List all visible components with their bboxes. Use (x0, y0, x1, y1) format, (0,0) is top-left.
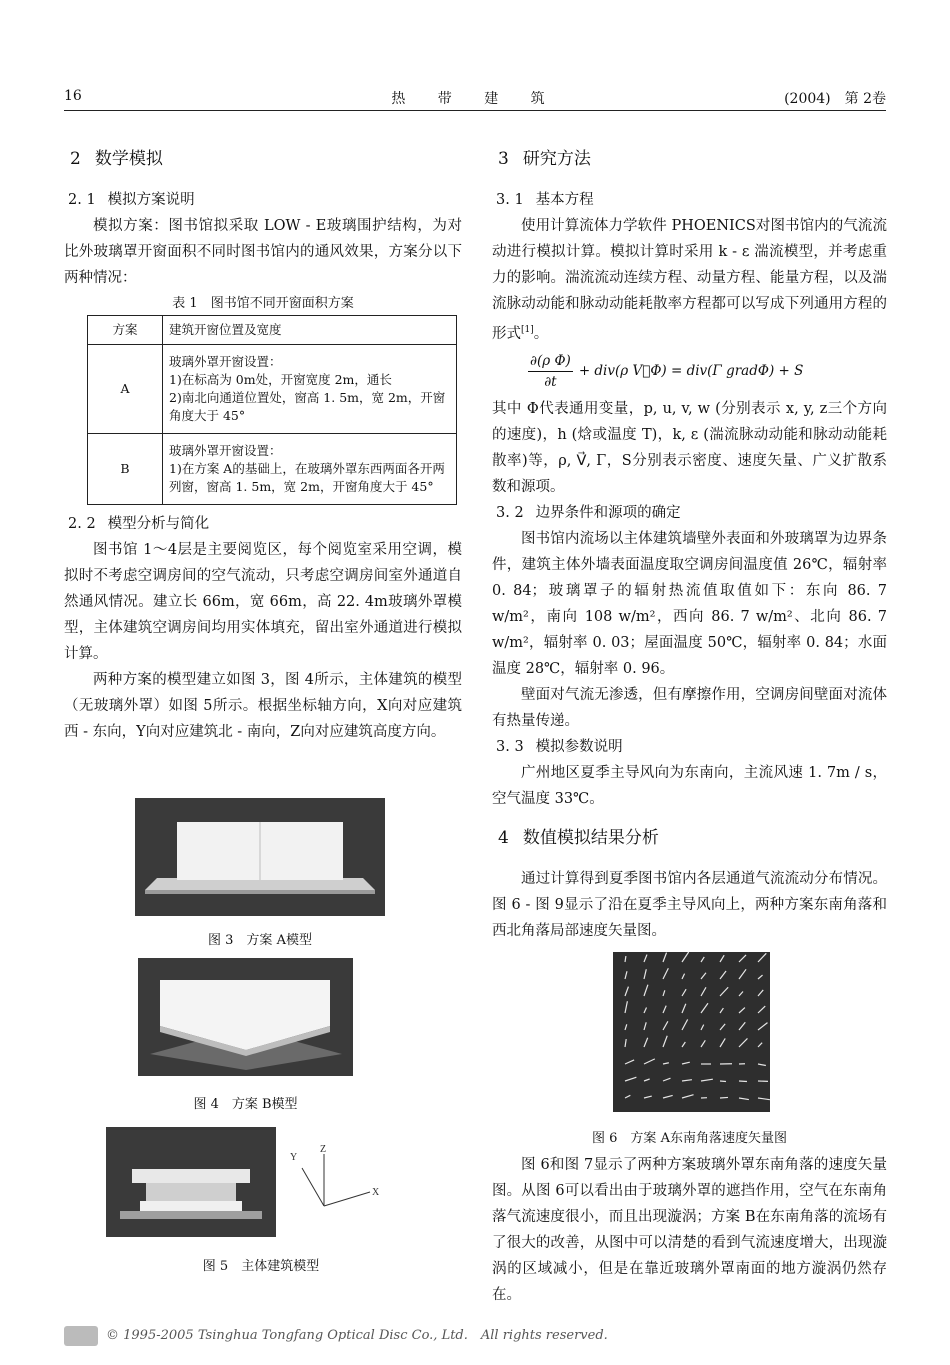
paragraph: 通过计算得到夏季图书馆内各层通道气流流动分布情况。图 6 - 图 9显示了沿在夏季主导风向上，两种方案东南角落和西北角落局部速度矢量图。 (492, 870, 887, 939)
velocity-arrow (663, 1063, 669, 1064)
paragraph: 两种方案的模型建立如图 3，图 4所示，主体建筑的模型（无玻璃外罩）如图 5所示。根据坐标轴方向，X向对应建筑西 - 东向，Y向对应建筑北 - 南向，Z向对应建筑高度方向。 (64, 672, 462, 740)
velocity-arrow (758, 1023, 767, 1030)
paragraph: 图书馆 1～4层是主要阅览区，每个阅览室采用空调，模拟时不考虑空调房间的空气流动，只考虑空调房间室外通道自然通风情况。建立长 66m，宽 66m，高 22. 4m玻璃外罩模型，主体建筑空调房间均用实体填充，留出室外通道进行模拟计算。 (64, 542, 462, 662)
volume-info: (2004) 第 2卷 (784, 91, 886, 107)
velocity-arrow (663, 990, 665, 996)
section-3-2-heading: 3. 2 边界条件和源项的确定 (496, 504, 681, 521)
velocity-arrow (644, 1022, 646, 1030)
velocity-arrow (739, 969, 746, 979)
paragraph: 壁面对气流无渗透，但有摩擦作用，空调房间壁面对流体有热量传递。 (492, 686, 887, 729)
velocity-arrow (644, 969, 646, 979)
velocity-arrow (682, 1019, 688, 1030)
velocity-arrow (758, 990, 763, 996)
section-2-heading: 2 数学模拟 (70, 149, 163, 169)
citation: [1] (521, 325, 534, 335)
velocity-arrow (720, 1008, 723, 1013)
velocity-arrow (644, 1008, 647, 1013)
page-number: 16 (64, 88, 82, 104)
velocity-vector-plot (613, 952, 770, 1112)
velocity-arrow (720, 987, 728, 996)
velocity-arrow (625, 1077, 636, 1081)
velocity-arrow (682, 1004, 686, 1013)
velocity-arrow (663, 968, 668, 979)
velocity-arrow (644, 1038, 648, 1047)
general-equation: $\frac{\text{∂(ρ Φ)}}{\partial t}$ + div(ρ V⃗Φ) = div(Γ gradΦ) + S (530, 352, 804, 390)
table-cell: B (88, 434, 163, 505)
section-2-2-heading: 2. 2 模型分析与简化 (68, 516, 210, 532)
velocity-arrow (644, 1079, 650, 1081)
velocity-arrow (625, 987, 628, 996)
main-building-rendering (106, 1127, 276, 1237)
table-header-row (88, 316, 457, 345)
figure-6-caption: 图 6 方案 A东南角落速度矢量图 (592, 1131, 787, 1146)
velocity-arrow (701, 987, 706, 996)
axis-x-label: X (372, 1187, 380, 1198)
section-2-1-heading: 2. 1 模拟方案说明 (68, 192, 195, 208)
velocity-arrow (625, 971, 627, 979)
section-4-heading: 4 数值模拟结果分析 (498, 827, 659, 848)
figure-5-caption: 图 5 主体建筑模型 (202, 1259, 320, 1274)
velocity-arrow (625, 1095, 630, 1098)
velocity-arrow (682, 1095, 694, 1098)
table-cell: A (88, 345, 163, 434)
paragraph: 使用计算流体力学软件 PHOENICS对图书馆内的气流流动进行模拟计算。模拟计算时采用 k - ε 湍流模型，并考虑重力的影响。湍流流动连续方程、动量方程、能量方程，以及湍流脉动动能和脉动动能耗散率方程都可以写成下列通用方程的形式[1]。 (492, 218, 887, 342)
velocity-arrow (644, 985, 648, 996)
velocity-arrow (758, 975, 763, 979)
velocity-arrow (720, 971, 726, 979)
velocity-arrow (663, 1036, 667, 1047)
figure-4-caption: 图 4 方案 B模型 (193, 1097, 298, 1112)
axis-z-label: Z (320, 1144, 327, 1155)
velocity-arrow (701, 957, 704, 962)
velocity-arrow (720, 955, 724, 962)
table-header-cell: 建筑开窗位置及宽度 (163, 316, 457, 345)
velocity-arrow (682, 989, 686, 996)
velocity-arrow (682, 952, 689, 962)
velocity-arrow (682, 974, 685, 979)
velocity-arrow (739, 1022, 745, 1030)
velocity-arrow (644, 1059, 655, 1064)
velocity-arrow (644, 955, 647, 962)
table-row (88, 434, 457, 505)
right-column-bottom (492, 1152, 887, 1308)
velocity-arrow (663, 1006, 666, 1013)
velocity-arrow (720, 1038, 725, 1047)
axis-y-label: Y (290, 1152, 298, 1163)
velocity-arrow (625, 1001, 627, 1013)
paragraph: 图 6和图 7显示了两种方案玻璃外罩东南角落的速度矢量图。从图 6可以看出由于玻璃外罩的遮挡作用，空气在东南角落气流速度很小，而且出现漩涡；方案 B在东南角落的流场有了很大的改善，从图中可以清楚的看到气流速度增大，出现漩涡的区域减小，但是在靠近玻璃外罩南面的地方漩涡仍然存在。 (492, 1157, 887, 1303)
velocity-arrow (758, 1064, 766, 1066)
left-column (64, 145, 462, 745)
section-3-1-heading: 3. 1 基本方程 (496, 192, 594, 208)
coordinate-axes-diagram (286, 1140, 386, 1236)
figure-5-image (106, 1127, 276, 1237)
velocity-arrow (663, 953, 667, 962)
velocity-arrow (739, 1038, 747, 1047)
paragraph: 模拟方案：图书馆拟采取 LOW - E玻璃围护结构，为对比外玻璃罩开窗面积不同时图书馆内的通风效果，方案分以下两种情况： (64, 218, 462, 286)
velocity-arrow (701, 1025, 704, 1030)
header-rule (64, 110, 886, 111)
velocity-arrow (663, 1021, 668, 1030)
model-a-rendering (135, 798, 385, 916)
model-b-rendering (138, 958, 353, 1076)
velocity-arrow (758, 1006, 765, 1013)
running-header (64, 88, 886, 110)
velocity-arrow (701, 973, 706, 979)
velocity-arrow (739, 1098, 749, 1100)
section-3-3-heading: 3. 3 模拟参数说明 (496, 738, 623, 755)
velocity-arrow (625, 1039, 626, 1047)
publisher-logo-icon (64, 1326, 98, 1346)
velocity-arrow (682, 1062, 690, 1064)
figure-6-image (613, 952, 770, 1112)
figure-3-caption: 图 3 方案 A模型 (208, 933, 312, 948)
velocity-arrow (739, 1008, 745, 1013)
velocity-arrow (701, 1079, 713, 1081)
velocity-arrow (720, 1024, 725, 1030)
velocity-arrow (644, 1096, 652, 1098)
scheme-table (87, 315, 457, 505)
paragraph: 其中 Φ代表通用变量，p, u, v, w (分别表示 x, y, z三个方向的速度)，h (焓或温度 T)，k, ε (湍流脉动动能和脉动动能耗散率)等，ρ, V⃗, Γ，S分别表示密度、速度矢量、广义扩散系数和源项。 (492, 400, 887, 495)
table-caption: 表 1 图书馆不同开窗面积方案 (172, 296, 354, 311)
velocity-arrow (625, 1060, 634, 1064)
velocity-arrow (758, 1098, 770, 1100)
journal-name: 热 带 建 筑 (391, 91, 559, 107)
right-column (492, 145, 887, 944)
velocity-arrow (663, 1078, 670, 1081)
section-3-heading: 3 研究方法 (498, 149, 591, 169)
paragraph: 图书馆内流场以主体建筑墙壁外表面和外玻璃罩为边界条件，建筑主体外墙表面温度取空调房间温度值 26℃，辐射率 0. 84；玻璃罩子的辐射热流值取值如下：东向 86. 7 w/m²，南向 108 w/m²，西向 86. 7 w/m²、北向 86. 7 w/m²，辐射率 0. 03；屋面温度 50℃，辐射率 0. 84；水面温度 28℃，辐射率 0. 96。 (492, 530, 887, 677)
velocity-arrow (739, 955, 746, 962)
velocity-arrow (682, 1042, 685, 1047)
velocity-arrow (739, 992, 743, 996)
paragraph: 广州地区夏季主导风向为东南向，主流风速 1. 7m / s，空气温度 33℃。 (492, 764, 887, 807)
table-cell: 玻璃外罩开窗设置： 1)在标高为 0m处，开窗宽度 2m，通长 2)南北向通道位置处，窗高 1. 5m，宽 2m，开窗角度大于 45° (163, 345, 457, 434)
velocity-arrow (625, 956, 626, 962)
velocity-arrow (758, 1043, 762, 1047)
figure-4-image (138, 958, 353, 1076)
velocity-arrow (701, 1003, 708, 1013)
table-header-cell: 方案 (88, 316, 163, 345)
velocity-arrow (682, 1080, 692, 1081)
velocity-arrow (758, 953, 766, 962)
copyright-footer: © 1995-2005 Tsinghua Tongfang Optical Disc Co., Ltd. All rights reserved. (64, 1324, 924, 1346)
velocity-arrow (663, 1095, 673, 1098)
velocity-arrow (625, 1024, 627, 1030)
figure-3-image (135, 798, 385, 916)
table-row (88, 345, 457, 434)
table-cell: 玻璃外罩开窗设置： 1)在方案 A的基础上，在玻璃外罩东西两面各开两列窗，窗高 1. 5m，宽 2m，开窗角度大于 45° (163, 434, 457, 505)
velocity-arrow (701, 1040, 705, 1047)
velocity-arrow (720, 1097, 728, 1098)
